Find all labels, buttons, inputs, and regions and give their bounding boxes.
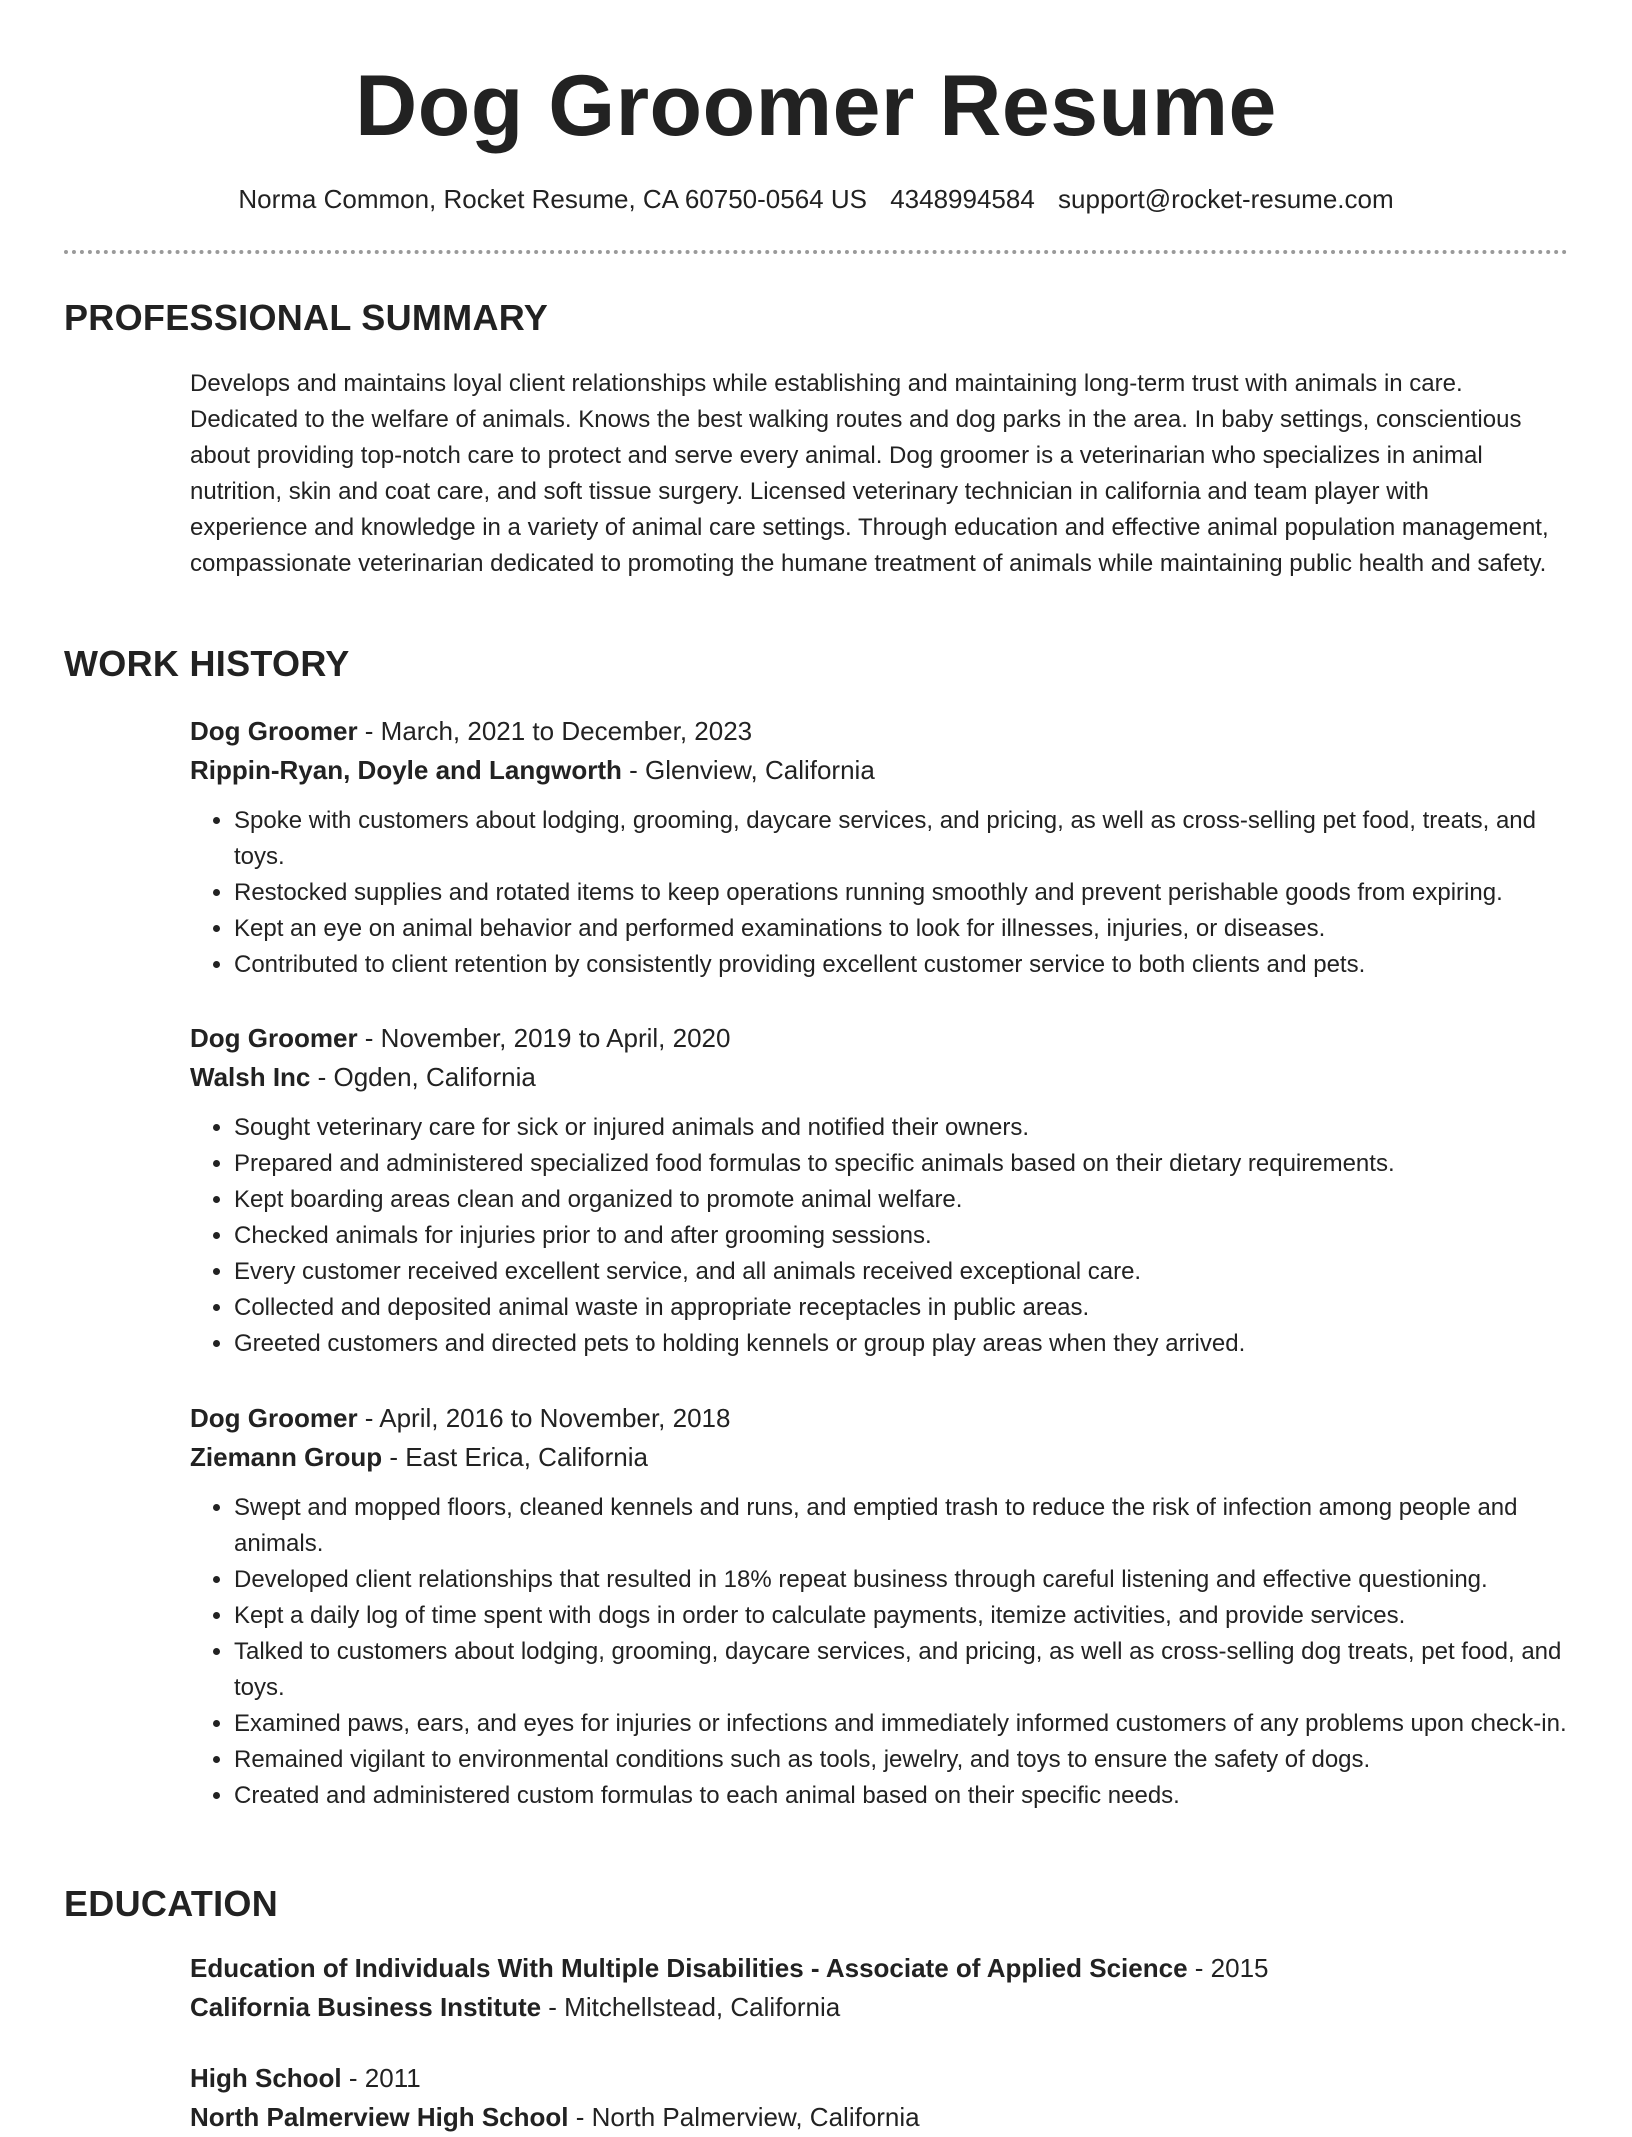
- degree-line: [190, 2059, 1570, 2098]
- job-title-line: [190, 712, 1570, 751]
- degree-year: - 2011: [341, 2063, 421, 2093]
- list-item: • Remained vigilant to environmental conditions such as tools, jewelry, and toys to ensure the safety of dogs.: [234, 1742, 1570, 1778]
- work-history-heading: WORK HISTORY: [64, 643, 350, 684]
- list-item: • Collected and deposited animal waste in appropriate receptacles in public areas.: [234, 1290, 1570, 1326]
- contact-line: [0, 182, 1632, 216]
- education-entry-1: [190, 1949, 1570, 2027]
- summary-heading: PROFESSIONAL SUMMARY: [64, 297, 549, 338]
- list-item: • Prepared and administered specialized food formulas to specific animals based on their dietary requirements.: [234, 1146, 1570, 1182]
- list-item: • Kept an eye on animal behavior and performed examinations to look for illnesses, injuries, or diseases.: [234, 911, 1570, 947]
- job-entry-3: [190, 1399, 1570, 1814]
- job-entry-2: [190, 1019, 1570, 1362]
- job-company: Rippin-Ryan, Doyle and Langworth: [190, 755, 622, 785]
- job-location: - East Erica, California: [382, 1442, 648, 1472]
- job-location: - Glenview, California: [621, 755, 875, 785]
- job-company-line: [190, 751, 1570, 790]
- job-duties-list: [190, 1490, 1570, 1814]
- degree-line: [190, 1949, 1570, 1988]
- list-item: • Sought veterinary care for sick or injured animals and notified their owners.: [234, 1110, 1570, 1146]
- job-dates: - April, 2016 to November, 2018: [357, 1403, 731, 1433]
- list-item: • Greeted customers and directed pets to holding kennels or group play areas when they arrived.: [234, 1326, 1570, 1362]
- job-company-line: [190, 1438, 1570, 1477]
- contact-email: support@rocket-resume.com: [1058, 184, 1394, 214]
- job-dates: - March, 2021 to December, 2023: [357, 716, 753, 746]
- job-company: Walsh Inc: [190, 1062, 311, 1092]
- header-divider: [64, 250, 1568, 254]
- resume-title: Dog Groomer Resume: [355, 58, 1277, 154]
- job-entry-1: [190, 712, 1570, 983]
- degree-year: - 2015: [1187, 1953, 1269, 1983]
- job-location: - Ogden, California: [310, 1062, 536, 1092]
- list-item: • Every customer received excellent service, and all animals received exceptional care.: [234, 1254, 1570, 1290]
- list-item: • Kept a daily log of time spent with dogs in order to calculate payments, itemize activities, and provide services.: [234, 1598, 1570, 1634]
- degree-name: High School: [190, 2063, 342, 2093]
- school-line: [190, 1988, 1570, 2027]
- degree-name: Education of Individuals With Multiple Disabilities - Associate of Applied Science: [190, 1953, 1188, 1983]
- job-title-line: [190, 1399, 1570, 1438]
- list-item: • Restocked supplies and rotated items to keep operations running smoothly and prevent perishable goods from expiring.: [234, 875, 1570, 911]
- job-duties-list: [190, 803, 1570, 983]
- job-role: Dog Groomer: [190, 716, 358, 746]
- job-role: Dog Groomer: [190, 1023, 358, 1053]
- school-name: California Business Institute: [190, 1992, 542, 2022]
- school-name: North Palmerview High School: [190, 2102, 569, 2132]
- list-item: • Spoke with customers about lodging, grooming, daycare services, and pricing, as well as cross-selling pet food, treats, and toys.: [234, 803, 1570, 875]
- school-location: - Mitchellstead, California: [541, 1992, 841, 2022]
- job-title-line: [190, 1019, 1570, 1058]
- list-item: • Contributed to client retention by consistently providing excellent customer service to both clients and pets.: [234, 947, 1570, 983]
- job-dates: - November, 2019 to April, 2020: [357, 1023, 731, 1053]
- summary-text: Develops and maintains loyal client relationships while establishing and maintaining long-term trust with animals in care. Dedicated to the welfare of animals. Knows the best walking routes and dog parks in the area. In baby settings, conscientious about providing top-notch care to protect and serve every animal. Dog groomer is a veterinarian who specializes in animal nutrition, skin and coat care, and soft tissue surgery. Licensed veterinary technician in california and team player with experience and knowledge in a variety of animal care settings. Through education and effective animal population management, compassionate veterinarian dedicated to promoting the humane treatment of animals while maintaining public health and safety.: [190, 370, 1549, 577]
- list-item: • Swept and mopped floors, cleaned kennels and runs, and emptied trash to reduce the risk of infection among people and animals.: [234, 1490, 1570, 1562]
- list-item: • Examined paws, ears, and eyes for injuries or infections and immediately informed customers of any problems upon check-in.: [234, 1706, 1570, 1742]
- list-item: • Created and administered custom formulas to each animal based on their specific needs.: [234, 1778, 1570, 1814]
- education-heading: EDUCATION: [64, 1883, 279, 1924]
- job-role: Dog Groomer: [190, 1403, 358, 1433]
- contact-address: Norma Common, Rocket Resume, CA 60750-0564 US: [238, 184, 867, 214]
- school-line: [190, 2098, 1570, 2137]
- list-item: • Checked animals for injuries prior to and after grooming sessions.: [234, 1218, 1570, 1254]
- job-company-line: [190, 1058, 1570, 1097]
- school-location: - North Palmerview, California: [568, 2102, 920, 2132]
- education-entry-2: [190, 2059, 1570, 2137]
- job-duties-list: [190, 1110, 1570, 1362]
- list-item: • Kept boarding areas clean and organized to promote animal welfare.: [234, 1182, 1570, 1218]
- list-item: • Talked to customers about lodging, grooming, daycare services, and pricing, as well as cross-selling dog treats, pet food, and toys.: [234, 1634, 1570, 1706]
- contact-phone: 4348994584: [890, 184, 1035, 214]
- job-company: Ziemann Group: [190, 1442, 383, 1472]
- list-item: • Developed client relationships that resulted in 18% repeat business through careful listening and effective questioning.: [234, 1562, 1570, 1598]
